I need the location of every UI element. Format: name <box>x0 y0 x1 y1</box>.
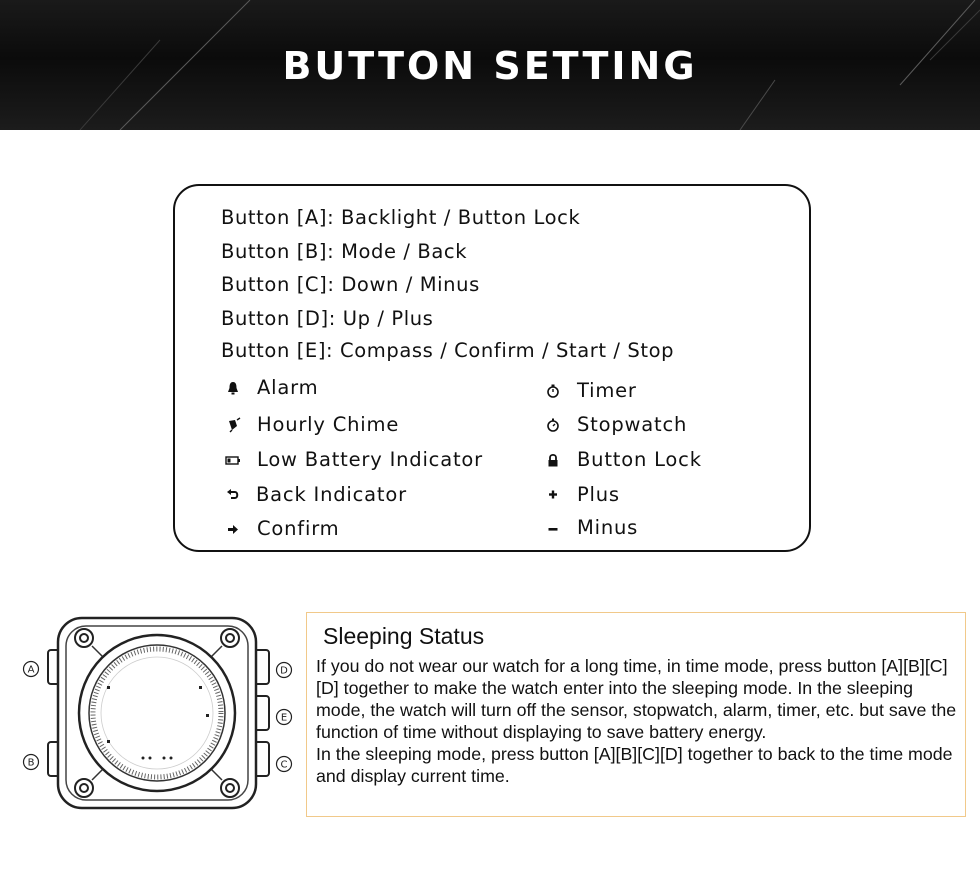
button-e-letter: E <box>280 712 288 724</box>
header-banner <box>0 0 980 130</box>
legend-label: Alarm <box>257 376 319 399</box>
sleeping-status-panel <box>306 612 966 817</box>
legend-label: Plus <box>577 483 620 506</box>
page-title: BUTTON SETTING <box>282 44 698 88</box>
legend-label: Confirm <box>257 517 340 540</box>
bell-icon <box>225 380 241 396</box>
legend-label: Back Indicator <box>256 483 407 506</box>
button-c-line: Button [C]: Down / Minus <box>221 273 480 296</box>
legend-label: Stopwatch <box>577 413 688 436</box>
legend-label: Timer <box>577 379 637 402</box>
arrow-right-icon <box>225 521 241 537</box>
plus-icon <box>545 487 561 503</box>
lock-icon <box>545 452 561 468</box>
legend-label: Hourly Chime <box>257 413 400 436</box>
legend-label: Minus <box>577 516 639 539</box>
timer-icon <box>545 383 561 399</box>
minus-icon <box>545 520 561 536</box>
button-d-letter: D <box>280 665 288 677</box>
watch-diagram <box>16 612 300 812</box>
back-arrow-icon <box>225 487 241 503</box>
hourly-chime-icon <box>225 417 241 433</box>
sleeping-status-paragraph: If you do not wear our watch for a long time, in time mode, press button [A][B][C][D] together to make the watch enter into the sleeping mode. In the sleeping mode, the watch will turn off the sensor, stopwatch, alarm, timer, etc. but save the function of time without displaying to save battery energy. <box>316 656 957 742</box>
sleeping-status-paragraph: In the sleeping mode, press button [A][B][C][D] together to back to the time mode and display current time. <box>316 744 953 786</box>
stopwatch-icon <box>545 417 561 433</box>
button-e-line: Button [E]: Compass / Confirm / Start / Stop <box>221 339 675 362</box>
button-d-line: Button [D]: Up / Plus <box>221 307 434 330</box>
button-legend <box>173 184 811 552</box>
low-battery-icon <box>225 452 241 468</box>
sleeping-status-body <box>316 655 958 787</box>
button-a-letter: A <box>27 664 35 676</box>
button-a-line: Button [A]: Backlight / Button Lock <box>221 206 581 229</box>
button-b-letter: B <box>27 757 35 769</box>
button-c-letter: C <box>280 759 288 771</box>
legend-label: Low Battery Indicator <box>257 448 483 471</box>
sleeping-status-title: Sleeping Status <box>323 623 485 649</box>
button-b-line: Button [B]: Mode / Back <box>221 240 468 263</box>
legend-label: Button Lock <box>577 448 702 471</box>
